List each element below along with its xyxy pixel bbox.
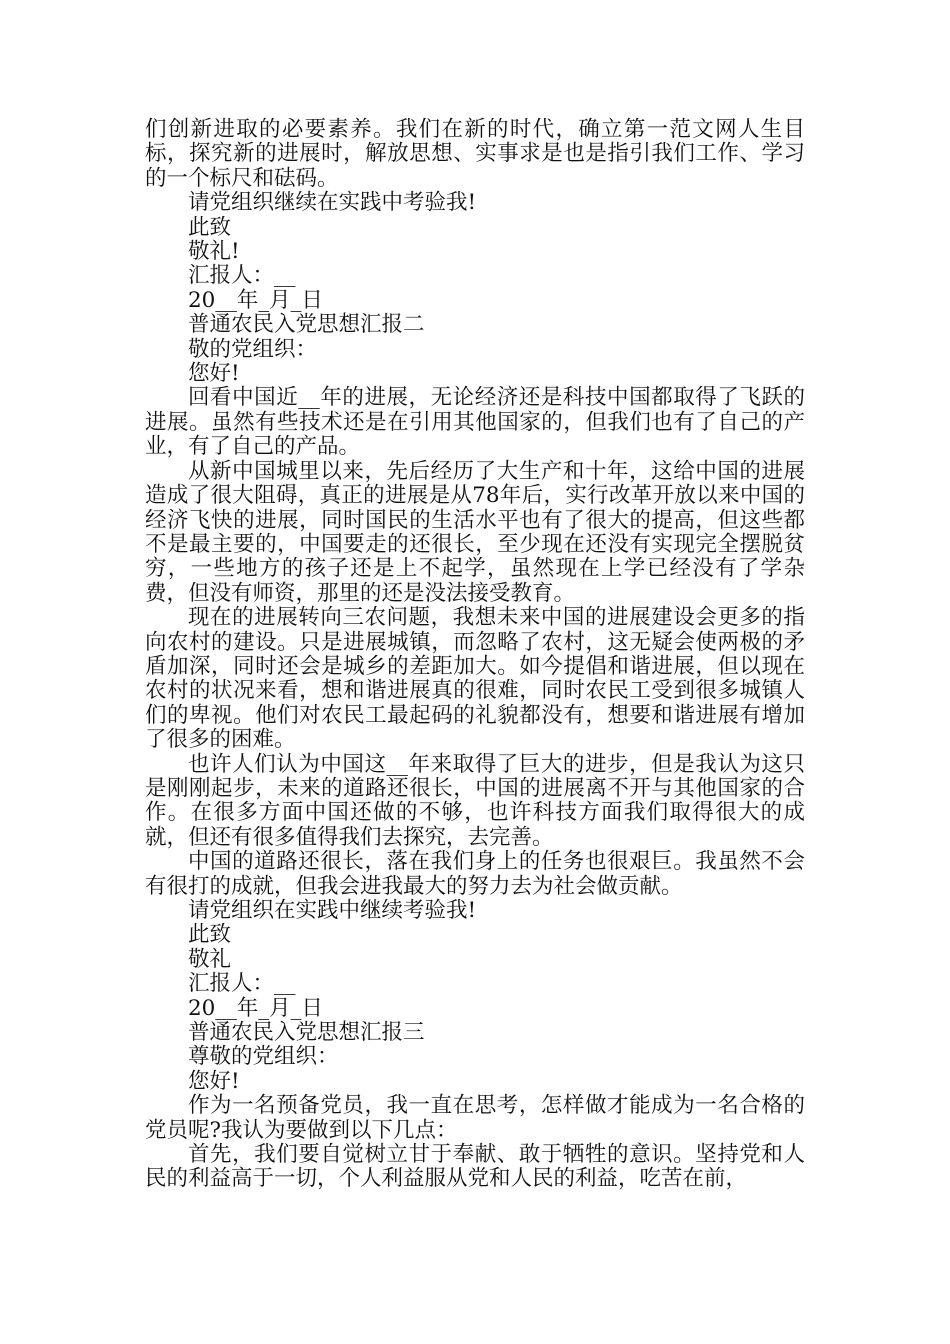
greeting-addressee: 敬的党组织： (188, 336, 318, 362)
paragraph: 中国的道路还很长，落在我们身上的任务也很艰巨。我虽然不会有很打的成就，但我会进我最大的努力去为社会做贡献。 (145, 849, 805, 899)
greeting-hello: 您好! (188, 361, 240, 387)
greeting-hello: 您好! (188, 1068, 240, 1094)
section-title: 普通农民入党思想汇报三 (188, 1020, 425, 1046)
paragraph: 现在的进展转向三农问题，我想未来中国的进展建设会更多的指向农村的建设。只是进展城镇，而忽略了农村，这无疑会使两极的矛盾加深，同时还会是城乡的差距加大。如今提倡和谐进展，但以现在农村的状况来看，想和谐进展真的很难，同时农民工受到很多城镇人们的卑视。他们对农民工最起码的礼貌都没有，想要和谐进展有增加了很多的困难。 (145, 605, 805, 753)
closing-request: 请党组织继续在实践中考验我! (188, 190, 477, 216)
reporter-line: 汇报人：__ (188, 971, 296, 997)
salutation-cizhi: 此致 (188, 214, 232, 240)
paragraph: 从新中国城里以来，先后经历了大生产和十年，这给中国的进展造成了很大阻碍，真正的进展是从78年后，实行改革开放以来中国的经济飞快的进展，同时国民的生活水平也有了很大的提高，但这些都不是最主要的，中国要走的还很长，至少现在还没有实现完全摆脱贫穷，一些地方的孩子还是上不起学，虽然现在上学已经没有了学杂费，但没有师资，那里的还是没法接受教育。 (145, 458, 805, 606)
reporter-line: 汇报人：__ (188, 263, 296, 289)
closing-request: 请党组织在实践中继续考验我! (188, 898, 477, 923)
paragraph: 回看中国近__年的进展，无论经济还是科技中国都取得了飞跃的进展。虽然有些技术还是在引用其他国家的，但我们也有了自己的产业，有了自己的产品。 (145, 385, 805, 460)
date-line: 20__年_月_日 (188, 995, 323, 1021)
salutation-jingli: 敬礼! (188, 239, 240, 265)
paragraph: 首先，我们要自觉树立甘于奉献、敢于牺牲的意识。坚持党和人民的利益高于一切，个人利益服从党和人民的利益，吃苦在前， (145, 1142, 805, 1192)
salutation-cizhi: 此致 (188, 922, 232, 948)
paragraph: 也许人们认为中国这__年来取得了巨大的进步，但是我认为这只是刚刚起步，未来的道路还很长，中国的进展离不开与其他国家的合作。在很多方面中国还做的不够，也许科技方面我们取得很大的成就，但还有很多值得我们去探究，去完善。 (145, 751, 805, 850)
greeting-addressee: 尊敬的党组织： (188, 1044, 339, 1070)
paragraph: 们创新进取的必要素养。我们在新的时代，确立第一范文网人生目标，探究新的进展时，解放思想、实事求是也是指引我们工作、学习的一个标尺和砝码。 (145, 117, 805, 191)
salutation-jingli: 敬礼 (188, 946, 232, 972)
date-line: 20__年_月_日 (188, 287, 323, 313)
document-page (145, 118, 805, 1192)
paragraph: 作为一名预备党员，我一直在思考，怎样做才能成为一名合格的党员呢?我认为要做到以下几点： (145, 1093, 805, 1143)
section-title: 普通农民入党思想汇报二 (188, 312, 425, 338)
